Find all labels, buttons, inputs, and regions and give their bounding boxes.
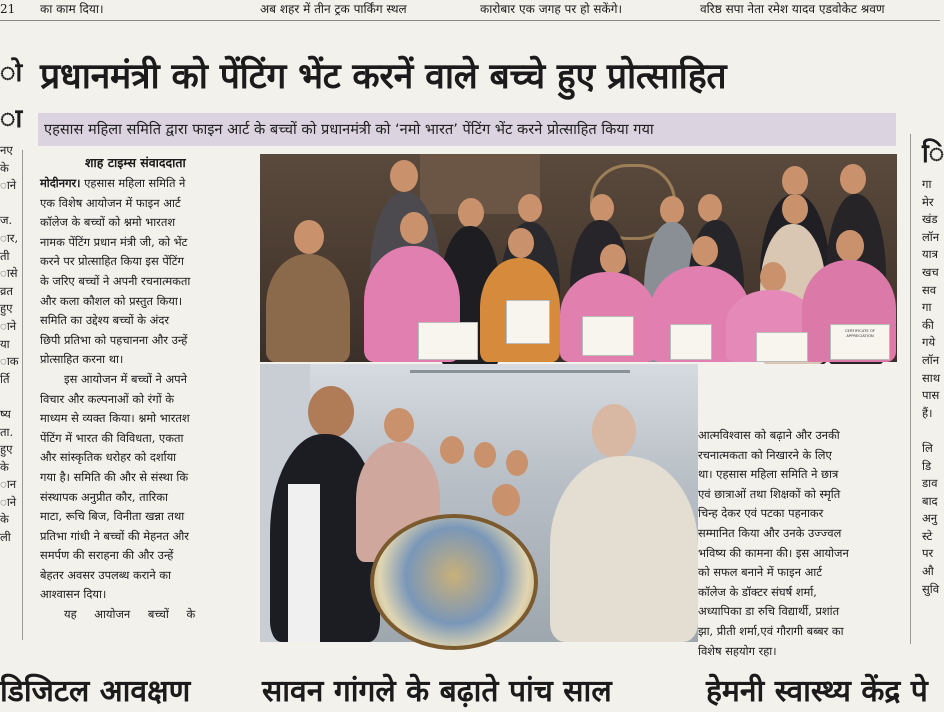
bottom-headlines xyxy=(0,672,940,709)
top-strip-item: अब शहर में तीन ट्रक पार्किंग स्थल xyxy=(260,2,407,16)
article-column-1 xyxy=(40,174,238,625)
adjacent-column-fragment: ाने xyxy=(0,178,17,193)
adjacent-column-fragment: अनु xyxy=(922,511,938,526)
adjacent-column-fragment: खच xyxy=(922,264,939,279)
article-line: को सफल बनाने में फाइन आर्ट xyxy=(698,565,822,580)
adjacent-column-fragment: औ xyxy=(922,564,934,579)
adjacent-column-fragment: पास xyxy=(922,388,940,403)
adjacent-column-fragment: डि xyxy=(922,458,932,473)
certificate xyxy=(418,322,478,360)
bottom-headline: सावन गांगले के बढ़ाते पांच साल xyxy=(262,674,612,709)
column-rule xyxy=(22,150,23,640)
adjacent-column-fragment: ाक xyxy=(0,354,19,369)
presentation-photo xyxy=(260,364,698,642)
top-strip-item: वरिष्ठ सपा नेता रमेश यादव एडवोकेट श्रवण xyxy=(700,2,885,16)
adjacent-column-fragment: गा xyxy=(922,177,932,191)
article-line: माटा, रूचि बिज, विनीता खन्ना तथा xyxy=(40,509,185,524)
adjacent-column-fragment: ती xyxy=(0,248,10,263)
adjacent-column-fragment: ासे xyxy=(0,266,18,281)
article-line: समर्पण की सराहना की और उन्हें xyxy=(40,548,174,563)
certificate xyxy=(830,324,890,360)
column-rule xyxy=(910,134,911,644)
painting-plate xyxy=(370,514,538,650)
adjacent-column-fragment: की xyxy=(922,317,934,332)
article-line: नामक पेंटिंग प्रधान मंत्री जी, को भेंट xyxy=(40,234,188,249)
headline: प्रधानमंत्री को पेंटिंग भेंट करनें वाले बच्चे हुए प्रोत्साहित xyxy=(40,56,727,97)
article-line: के जरिए बच्चों ने अपनी रचनात्मकता xyxy=(40,273,191,288)
certificate xyxy=(670,324,712,360)
bottom-headline: हेमनी स्वास्थ्य केंद्र पे xyxy=(706,674,928,709)
article-line: माध्यम से व्यक्त किया। श्नमो भारतश xyxy=(40,411,190,426)
adjacent-column-fragment: ा xyxy=(0,104,23,134)
article-line: एवं छात्राओं तथा शिक्षकों को स्मृति xyxy=(698,486,841,501)
adjacent-column-fragment: गये xyxy=(922,335,936,350)
adjacent-column-fragment: खंड xyxy=(922,212,938,227)
article-line: सम्मानित किया और उनके उज्ज्वल xyxy=(698,525,842,540)
adjacent-column-fragment xyxy=(922,422,940,440)
adjacent-column-fragment: ष्य xyxy=(0,406,11,421)
adjacent-column-fragment: सव xyxy=(922,282,937,297)
right-adjacent-column xyxy=(922,176,940,646)
article-line: था। एहसास महिला समिति ने छात्र xyxy=(698,467,839,482)
adjacent-column-fragment: बाद xyxy=(922,493,938,508)
article-line: समिति का उद्देश्य बच्चों के अंदर xyxy=(40,313,170,328)
article-line: कॉलेज के बच्चों को श्नमो भारतश xyxy=(40,215,176,230)
dateline: मोदीनगर। xyxy=(40,176,81,190)
adjacent-column-fragment: पर xyxy=(922,546,934,561)
article-line: भविष्य की कामना की। इस आयोजन xyxy=(698,545,849,560)
adjacent-column-fragment: के xyxy=(0,160,9,175)
adjacent-column-fragment: ाने xyxy=(0,318,17,333)
adjacent-column-fragment: या xyxy=(0,336,10,351)
article-line: आश्वासन दिया। xyxy=(40,587,107,602)
top-strip-item: कारोबार एक जगह पर हो सकेंगे। xyxy=(480,2,623,16)
right-heading-fragment: ि xyxy=(922,139,944,169)
adjacent-column-fragment: के xyxy=(0,459,9,474)
top-strip xyxy=(0,0,940,20)
adjacent-column-fragment: लॉन xyxy=(922,352,940,367)
article-line: आत्मविश्वास को बढ़ाने और उनकी xyxy=(698,428,840,442)
article-line: करने पर प्रोत्साहित किया इस पेंटिंग xyxy=(40,254,184,269)
adjacent-column-fragment: ो xyxy=(0,58,23,88)
adjacent-column-fragment: गा xyxy=(922,300,932,315)
top-strip-item: का काम दिया। xyxy=(40,2,104,16)
adjacent-column-fragment: नए xyxy=(0,143,13,157)
article-line: अध्यापिका डा रुचि विद्यार्थी, प्रशांत xyxy=(698,604,840,619)
adjacent-column-fragment: डाव xyxy=(922,476,938,491)
article-line: बेहतर अवसर उपलब्ध कराने का xyxy=(40,567,171,582)
adjacent-column-fragment: ज. xyxy=(0,213,13,228)
certificate xyxy=(756,332,808,362)
adjacent-column-fragment: स्टे xyxy=(922,528,933,543)
article-column-2 xyxy=(698,426,896,661)
adjacent-column-fragment: सुवि xyxy=(922,581,940,596)
byline: शाह टाइम्स संवाददाता xyxy=(85,155,186,170)
adjacent-column-fragment xyxy=(0,388,16,406)
adjacent-column-fragment: व्रत xyxy=(0,283,13,298)
adjacent-column-fragment: ली xyxy=(0,530,11,545)
adjacent-column-fragment: मेर xyxy=(922,194,934,209)
adjacent-column-fragment: के xyxy=(0,512,9,527)
article-line: प्रोत्साहित करना था। xyxy=(40,352,124,367)
article-line: मोदीनगर। एहसास महिला समिति ने xyxy=(40,176,186,190)
adjacent-column-fragment: हैं। xyxy=(922,405,933,420)
adjacent-column-fragment: साथ xyxy=(922,370,941,385)
adjacent-column-fragment: ता. xyxy=(0,424,14,439)
certificate-title: CERTIFICATE OF APPRECIATION xyxy=(844,328,876,338)
certificate xyxy=(582,316,634,356)
adjacent-column-fragment: हुए xyxy=(0,442,13,457)
article-line: पेंटिंग में भारत की विविधता, एकता xyxy=(40,430,184,445)
adjacent-column-fragment: लि xyxy=(922,440,933,455)
article-line: छिपी प्रतिभा को पहचानना और उन्हें xyxy=(40,332,188,347)
article-line: झा, प्रीती शर्मा,एवं गौरागी बब्बर का xyxy=(698,623,844,638)
article-line: संस्थापक अनुप्रीत कौर, तारिका xyxy=(40,489,168,504)
adjacent-column-fragment xyxy=(0,195,16,213)
adjacent-column-fragment: ार, xyxy=(0,230,19,245)
article-line: गया है। समिति की और से संस्था कि xyxy=(40,469,189,484)
adjacent-column-fragment: यात्र xyxy=(922,247,938,262)
bottom-headline: डिजिटल आवक्षण xyxy=(0,674,191,709)
article-line: कॉलेज के डॉक्टर संघर्ष शर्मा, xyxy=(698,584,817,599)
subheadline: एहसास महिला समिति द्वारा फाइन आर्ट के बच्चों को प्रधानमंत्री को ‘नमो भारत’ पेंटिंग भेंट करने प्रोत्साहित किया गया xyxy=(38,113,896,146)
group-photo xyxy=(260,154,897,362)
top-rule xyxy=(0,20,940,21)
certificate xyxy=(506,300,550,344)
article-line: इस आयोजन में बच्चों ने अपने xyxy=(64,371,187,386)
adjacent-column-fragment: ाने xyxy=(0,494,17,509)
article-line: विचार और कल्पनाओं को रंगों के xyxy=(40,391,175,406)
article-line: प्रतिभा गांधी ने बच्चों की मेहनत और xyxy=(40,528,189,543)
article-line: चिन्ह देकर एवं पटका पहनाकर xyxy=(698,506,824,521)
page-number: 21 xyxy=(0,2,16,16)
article-line: विशेष सहयोग रहा। xyxy=(698,643,777,658)
article-line: और कला कौशल को प्रस्तुत किया। xyxy=(40,293,183,308)
adjacent-column-fragment: र्ति xyxy=(0,371,10,386)
adjacent-column-fragment: लॉन xyxy=(922,229,940,244)
left-adjacent-column xyxy=(0,50,23,650)
adjacent-column-fragment: हुए xyxy=(0,301,13,316)
article-line: और सांस्कृतिक धरोहर को दर्शाया xyxy=(40,450,177,465)
article-line: यह आयोजन बच्चों के xyxy=(64,607,196,622)
article-line: एक विशेष आयोजन में फाइन आर्ट xyxy=(40,195,181,210)
article-line: रचनात्मकता को निखारने के लिए xyxy=(698,447,832,462)
adjacent-column-fragment: ान xyxy=(0,477,17,492)
